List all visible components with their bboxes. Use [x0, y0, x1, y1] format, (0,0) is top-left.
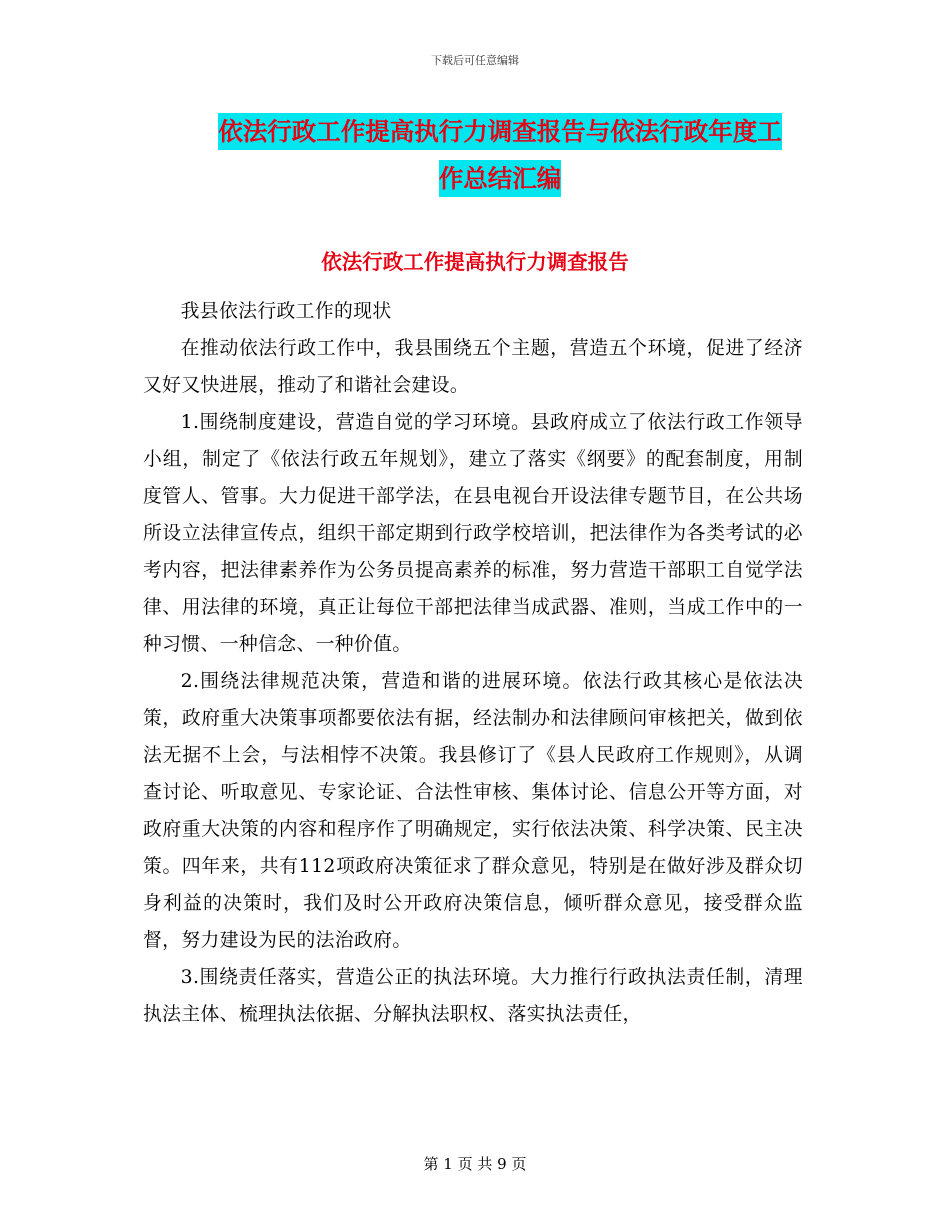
document-title [180, 108, 820, 202]
document-title-line-2: 作总结汇编 [439, 160, 562, 197]
paragraph-intro: 在推动依法行政工作中，我县围绕五个主题，营造五个环境，促进了经济又好又快进展，推动了和谐社会建设。 [143, 338, 803, 396]
body-text [143, 293, 803, 1033]
paragraph-item-1: 1.围绕制度建设，营造自觉的学习环境。县政府成立了依法行政工作领导小组，制定了《依法行政五年规划》，建立了落实《纲要》的配套制度，用制度管人、管事。大力促进干部学法，在县电视台开设法律专题节目，在公共场所设立法律宣传点，组织干部定期到行政学校培训，把法律作为各类考试的必考内容，把法律素养作为公务员提高素养的标准，努力营造干部职工自觉学法律、用法律的环境，真正让每位干部把法律当成武器、准则，当成工作中的一种习惯、一种信念、一种价值。 [143, 412, 803, 655]
paragraph-item-3: 3.围绕责任落实，营造公正的执法环境。大力推行行政执法责任制，清理执法主体、梳理执法依据、分解执法职权、落实执法责任， [143, 967, 803, 1025]
paragraph-status: 我县依法行政工作的现状 [180, 301, 392, 322]
page-header-note: 下载后可任意编辑 [431, 54, 519, 67]
document-title-line-1: 依法行政工作提高执行力调查报告与依法行政年度工 [218, 113, 782, 150]
paragraph-item-2: 2.围绕法律规范决策，营造和谐的进展环境。依法行政其核心是依法决策，政府重大决策事项都要依法有据，经法制办和法律顾问审核把关，做到依法无据不上会，与法相悖不决策。我县修订了《县人民政府工作规则》，从调查讨论、听取意见、专家论证、合法性审核、集体讨论、信息公开等方面，对政府重大决策的内容和程序作了明确规定，实行依法决策、科学决策、民主决策。四年来，共有112项政府决策征求了群众意见，特别是在做好涉及群众切身利益的决策时，我们及时公开政府决策信息，倾听群众意见，接受群众监督，努力建设为民的法治政府。 [143, 671, 803, 951]
page-number: 第 1 页 共 9 页 [423, 1155, 527, 1173]
section-heading: 依法行政工作提高执行力调查报告 [321, 250, 629, 274]
